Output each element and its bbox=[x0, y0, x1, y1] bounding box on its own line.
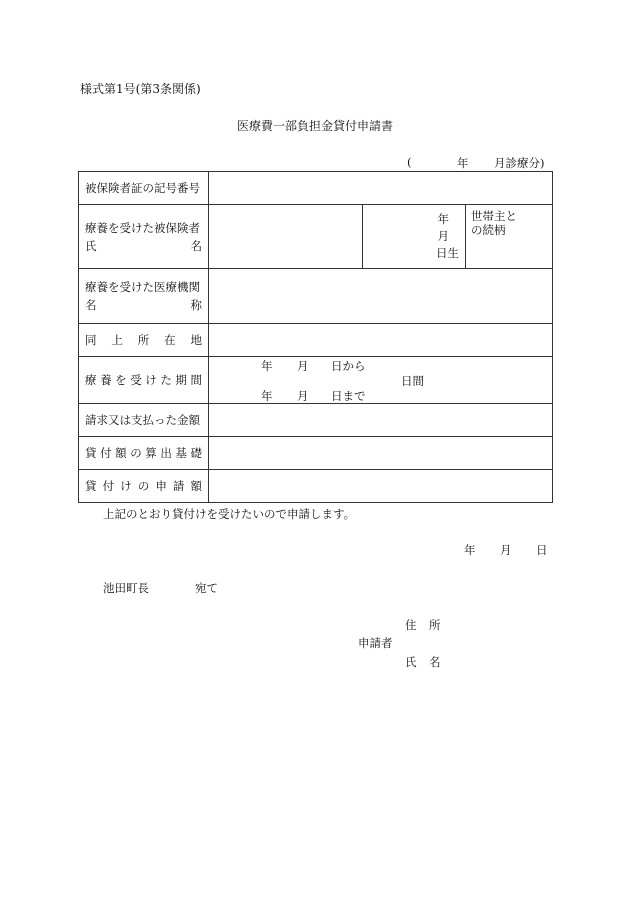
date-month-field[interactable] bbox=[478, 540, 498, 556]
applied-amount-label bbox=[79, 470, 209, 503]
applicant-label: 申請者 bbox=[358, 636, 393, 650]
period-label-char: 間 bbox=[190, 373, 202, 387]
institution-name-input[interactable] bbox=[209, 269, 553, 324]
application-table bbox=[78, 171, 553, 503]
period-month-label: 月診療分) bbox=[494, 156, 545, 170]
period-from-month: 月 bbox=[297, 359, 309, 373]
period-year-field[interactable] bbox=[414, 153, 454, 169]
applicant-name-label-char: 名 bbox=[429, 655, 441, 669]
calc-basis-label-char: 出 bbox=[160, 446, 172, 460]
address-label-char: 在 bbox=[164, 333, 176, 347]
institution-label-line1: 療養を受けた医療機関 bbox=[85, 280, 200, 294]
calc-basis-label-char: 貸 bbox=[85, 446, 97, 460]
calc-basis-label-char: 基 bbox=[175, 446, 187, 460]
insured-name-label bbox=[79, 205, 209, 269]
insured-name-label-shi: 氏 bbox=[85, 238, 97, 253]
row-period bbox=[79, 357, 553, 404]
applied-amount-label-char: 申 bbox=[155, 479, 167, 493]
addressee-honorific: 宛て bbox=[195, 581, 218, 595]
insured-name-label-line2 bbox=[85, 238, 202, 254]
address-label-char: 所 bbox=[137, 333, 150, 347]
period-label-char: 療 bbox=[85, 373, 97, 387]
period-open-paren: ( bbox=[407, 155, 412, 169]
form-number: 様式第1号(第3条関係) bbox=[80, 82, 201, 96]
applicant-address-field[interactable] bbox=[450, 614, 550, 632]
period-label-char: を bbox=[115, 373, 127, 387]
period-from-day: 日から bbox=[331, 359, 366, 373]
institution-label-na: 名 bbox=[85, 298, 97, 312]
date-month-label: 月 bbox=[500, 543, 512, 557]
institution-label-sho: 称 bbox=[190, 298, 202, 312]
insured-card-label: 被保険者証の記号番号 bbox=[79, 172, 209, 205]
applicant-name-label-char: 氏 bbox=[405, 655, 417, 669]
applied-amount-label-char: 額 bbox=[190, 479, 202, 493]
institution-label bbox=[79, 269, 209, 324]
period-label-char: 受 bbox=[130, 373, 142, 387]
institution-address-input[interactable] bbox=[209, 324, 553, 357]
row-applied-amount bbox=[79, 470, 553, 503]
row-insured-name bbox=[79, 205, 553, 269]
row-amount-paid bbox=[79, 404, 553, 437]
page-title: 医療費一部負担金貸付申請書 bbox=[237, 119, 394, 133]
applied-amount-label-char: 貸 bbox=[85, 479, 97, 493]
applied-amount-label-char: 請 bbox=[172, 479, 185, 493]
address-label-char: 上 bbox=[111, 333, 123, 347]
period-from-year: 年 bbox=[261, 359, 273, 373]
period-year-label: 年 bbox=[457, 156, 469, 170]
period-label-char: け bbox=[145, 373, 157, 387]
date-day-label: 日 bbox=[536, 543, 548, 557]
insured-name-input[interactable] bbox=[209, 205, 363, 269]
calc-basis-label-char: 礎 bbox=[190, 446, 202, 460]
row-insured-card bbox=[79, 172, 553, 205]
applicant-address-label-char: 住 bbox=[405, 618, 417, 632]
relationship-cell[interactable] bbox=[466, 205, 553, 269]
relationship-label-line1: 世帯主と bbox=[471, 209, 517, 223]
applied-amount-label-char: け bbox=[120, 479, 132, 493]
period-to-day: 日まで bbox=[331, 389, 366, 403]
calc-basis-input[interactable] bbox=[209, 437, 553, 470]
address-label-char: 同 bbox=[85, 333, 97, 347]
applied-amount-input[interactable] bbox=[209, 470, 553, 503]
period-month-field[interactable] bbox=[472, 153, 494, 169]
insured-name-label-line1: 療養を受けた被保険者 bbox=[85, 220, 200, 235]
institution-label-line2 bbox=[85, 297, 202, 313]
date-day-field[interactable] bbox=[514, 540, 534, 556]
address-label-char: 地 bbox=[190, 333, 202, 347]
row-address bbox=[79, 324, 553, 357]
applicant-address-label-char: 所 bbox=[429, 618, 441, 632]
relationship-label-line2: の続柄 bbox=[471, 223, 506, 237]
address-label bbox=[79, 324, 209, 357]
row-calc-basis bbox=[79, 437, 553, 470]
application-statement: 上記のとおり貸付けを受けたいので申請します。 bbox=[103, 507, 356, 521]
period-label-char: た bbox=[160, 373, 172, 387]
period-to-month: 月 bbox=[297, 389, 309, 403]
birth-day-label: 日生 bbox=[436, 246, 459, 260]
period-label-char: 期 bbox=[175, 373, 187, 387]
insured-card-input[interactable] bbox=[209, 172, 553, 205]
calc-basis-label-char: 算 bbox=[145, 446, 157, 460]
period-label bbox=[79, 357, 209, 404]
applicant-name-field[interactable] bbox=[450, 651, 550, 669]
date-year-field[interactable] bbox=[420, 540, 462, 556]
period-dates-cell[interactable] bbox=[209, 357, 553, 404]
calc-basis-label-char: 額 bbox=[115, 446, 127, 460]
date-year-label: 年 bbox=[464, 543, 476, 557]
calc-basis-label-char: 付 bbox=[100, 446, 112, 460]
amount-paid-label: 請求又は支払った金額 bbox=[79, 404, 209, 437]
amount-paid-input[interactable] bbox=[209, 404, 553, 437]
period-days: 日間 bbox=[401, 374, 424, 388]
applied-amount-label-char: の bbox=[137, 479, 150, 493]
applied-amount-label-char: 付 bbox=[102, 479, 115, 493]
period-to-year: 年 bbox=[261, 389, 273, 403]
birth-month-label: 月 bbox=[437, 229, 449, 243]
birthdate-cell[interactable] bbox=[363, 205, 466, 269]
calc-basis-label-char: の bbox=[130, 446, 142, 460]
birth-year-label: 年 bbox=[437, 212, 449, 226]
addressee-mayor: 池田町長 bbox=[103, 581, 149, 595]
period-label-char: 養 bbox=[100, 373, 112, 387]
insured-name-label-mei: 名 bbox=[190, 238, 202, 253]
calc-basis-label bbox=[79, 437, 209, 470]
row-institution bbox=[79, 269, 553, 324]
